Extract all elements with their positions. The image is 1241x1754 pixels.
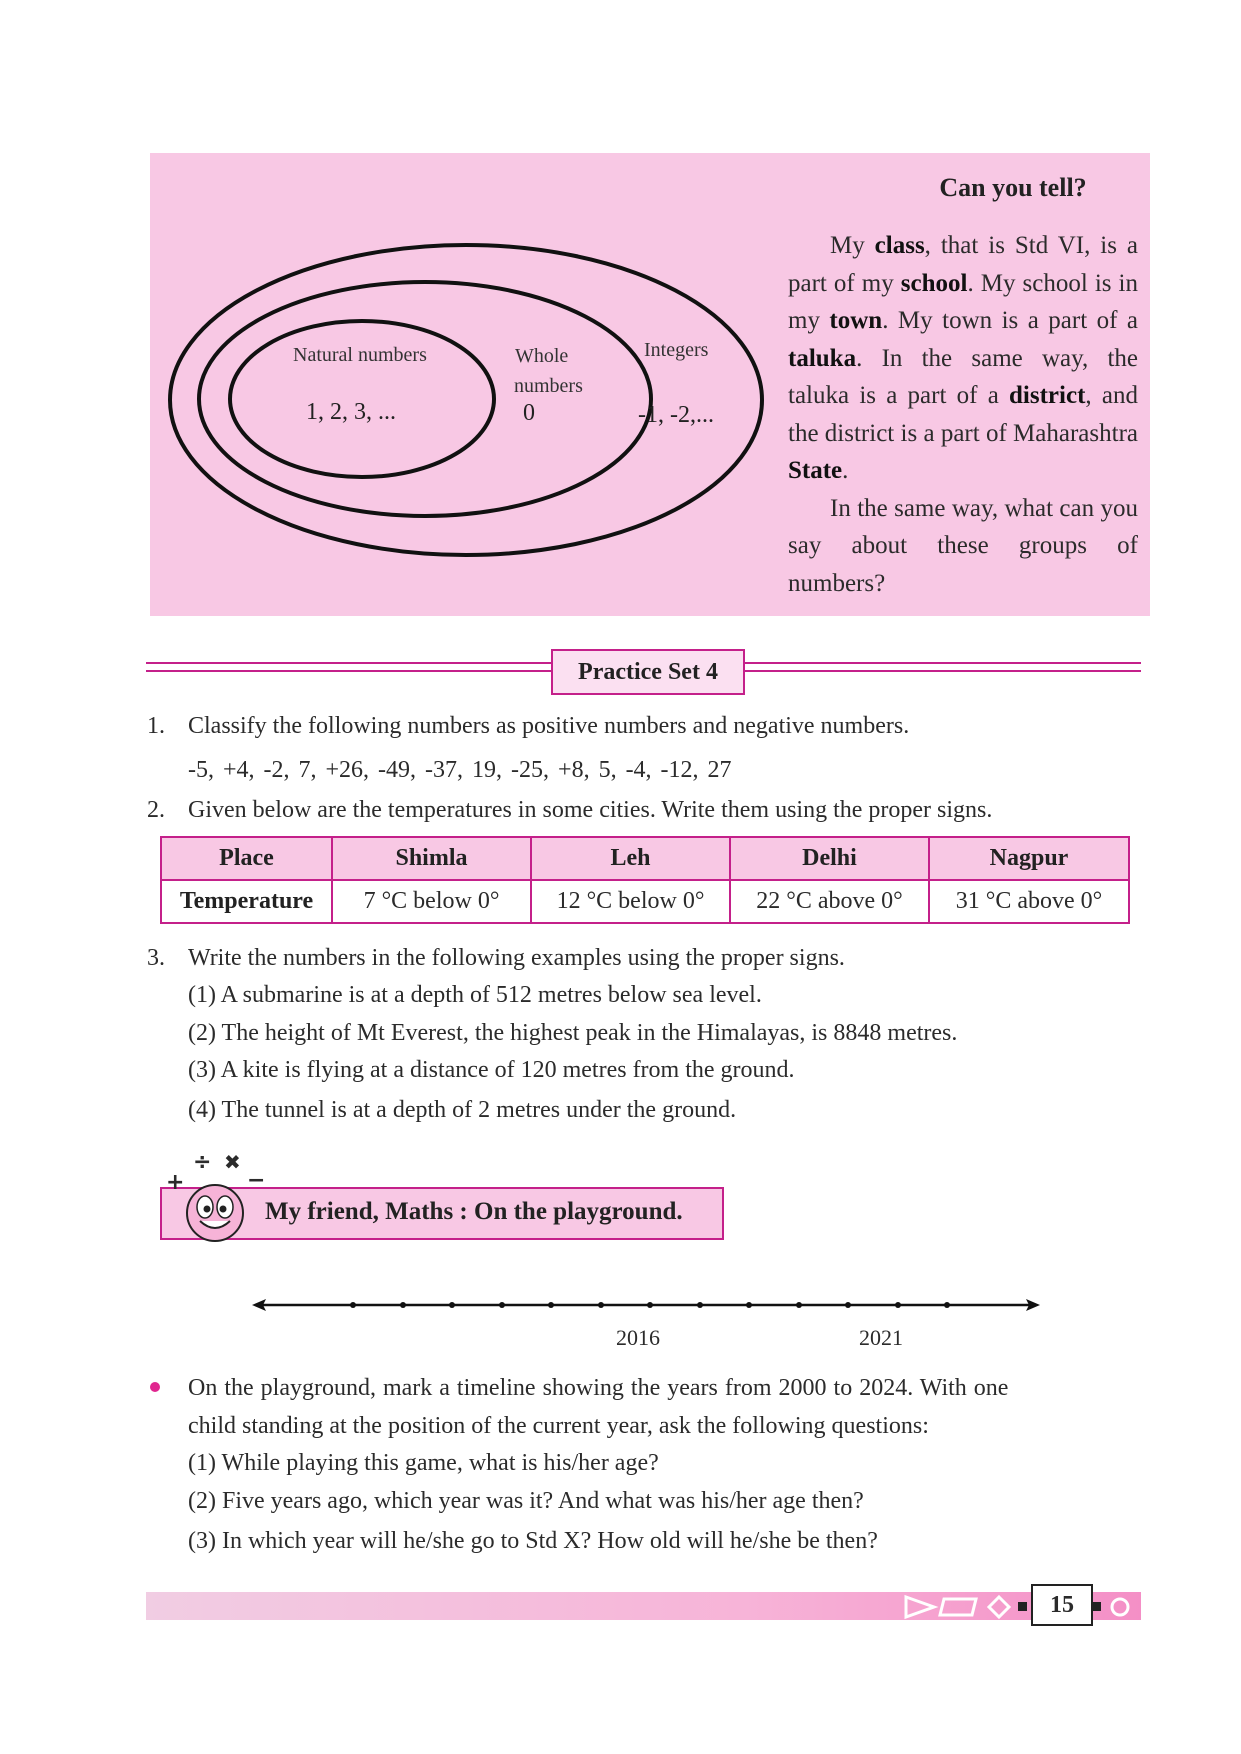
keyword-town: town	[829, 307, 883, 334]
question-3-item: (2) The height of Mt Everest, the highest peak in the Himalayas, is 8848 metres.	[188, 1020, 958, 1046]
whole-numbers-value: 0	[523, 400, 535, 426]
keyword-district: district	[1009, 382, 1086, 409]
integers-values: -1, -2,...	[638, 402, 714, 428]
text-run: , and the district is a part of Maharashtra	[788, 382, 1138, 447]
divider-line	[146, 670, 551, 672]
table-cell: 7 °C below 0°	[332, 880, 531, 923]
table-header-cell: Leh	[531, 837, 730, 880]
practice-set-title: Practice Set 4	[551, 649, 745, 695]
question-3-number: 3.	[147, 945, 165, 971]
question-3-item: (4) The tunnel is at a depth of 2 metres under the ground.	[188, 1097, 737, 1123]
plus-symbol: +	[166, 1170, 185, 1195]
text-run: . My town is a part of a	[882, 307, 1138, 334]
table-header-cell: Delhi	[730, 837, 929, 880]
table-header-cell: Nagpur	[929, 837, 1129, 880]
question-1-text: Classify the following numbers as positive numbers and negative numbers.	[188, 713, 910, 739]
table-cell: 12 °C below 0°	[531, 880, 730, 923]
whole-numbers-ellipse	[199, 282, 651, 516]
table-row	[161, 880, 1129, 923]
question-1-numbers: -5, +4, -2, 7, +26, -49, -37, 19, -25, +8, 5, -4, -12, 27	[188, 757, 732, 783]
question-3-item: (1) A submarine is at a depth of 512 metres below sea level.	[188, 982, 762, 1008]
keyword-state: State	[788, 457, 843, 484]
integers-ellipse	[170, 245, 762, 555]
table-header-cell: Shimla	[332, 837, 531, 880]
whole-numbers-label-line1: Whole	[515, 345, 569, 367]
timeline-number-line	[250, 1290, 1050, 1320]
activity-question: (3) In which year will he/she go to Std X? How old will he/she be then?	[188, 1528, 878, 1554]
my-friend-maths-title: My friend, Maths : On the playground.	[265, 1198, 683, 1225]
text-run: . In the same way, the taluka is a part of a	[788, 344, 1138, 409]
footer-shapes-decoration	[898, 1590, 1138, 1624]
table-cell: 22 °C above 0°	[730, 880, 929, 923]
divider-line	[745, 662, 1141, 664]
activity-question: (1) While playing this game, what is his/her age?	[188, 1450, 659, 1476]
activity-question: (2) Five years ago, which year was it? And what was his/her age then?	[188, 1488, 864, 1514]
multiply-symbol: ✖	[224, 1150, 241, 1174]
natural-numbers-values: 1, 2, 3, ...	[306, 399, 396, 425]
whole-numbers-label-line2: numbers	[514, 375, 583, 397]
can-you-tell-panel	[150, 153, 1150, 616]
divide-symbol: ÷	[193, 1150, 212, 1175]
question-3-item: (3) A kite is flying at a distance of 120 metres from the ground.	[188, 1057, 795, 1083]
table-cell: 31 °C above 0°	[929, 880, 1129, 923]
timeline-label-2021: 2021	[859, 1325, 903, 1350]
text-run: . My school is in my	[788, 269, 1138, 334]
keyword-school: school	[900, 269, 968, 297]
temperature-table	[160, 836, 1130, 924]
minus-symbol: −	[247, 1168, 266, 1193]
question-3-text: Write the numbers in the following examples using the proper signs.	[188, 945, 845, 971]
integers-label: Integers	[644, 339, 709, 361]
table-row-header: Temperature	[161, 880, 332, 923]
text-run: , that is Std VI, is a part of my	[788, 232, 1138, 297]
timeline-label-2016: 2016	[616, 1325, 660, 1350]
table-header-row	[161, 837, 1129, 880]
table-header-cell: Place	[161, 837, 332, 880]
question-2-number: 2.	[147, 797, 165, 823]
can-you-tell-paragraph-1	[788, 227, 1138, 490]
activity-text-line-1: On the playground, mark a timeline showing the years from 2000 to 2024. With one	[188, 1375, 1009, 1401]
question-2-text: Given below are the temperatures in some cities. Write them using the proper signs.	[188, 797, 993, 823]
natural-numbers-label: Natural numbers	[293, 344, 427, 366]
divider-line	[146, 662, 551, 664]
page-number: 15	[1031, 1584, 1093, 1626]
keyword-class: class	[874, 232, 925, 259]
text-run: My	[830, 232, 875, 259]
divider-line	[745, 670, 1141, 672]
can-you-tell-text	[788, 227, 1138, 602]
can-you-tell-heading: Can you tell?	[939, 173, 1087, 202]
can-you-tell-paragraph-2: In the same way, what can you say about these groups of numbers?	[788, 494, 1138, 597]
activity-text-line-2: child standing at the position of the current year, ask the following questions:	[188, 1413, 929, 1439]
keyword-taluka: taluka	[788, 344, 857, 372]
question-1-number: 1.	[147, 713, 165, 739]
bullet-dot	[150, 1382, 160, 1392]
venn-diagram	[150, 153, 790, 616]
text-run: .	[842, 457, 849, 484]
